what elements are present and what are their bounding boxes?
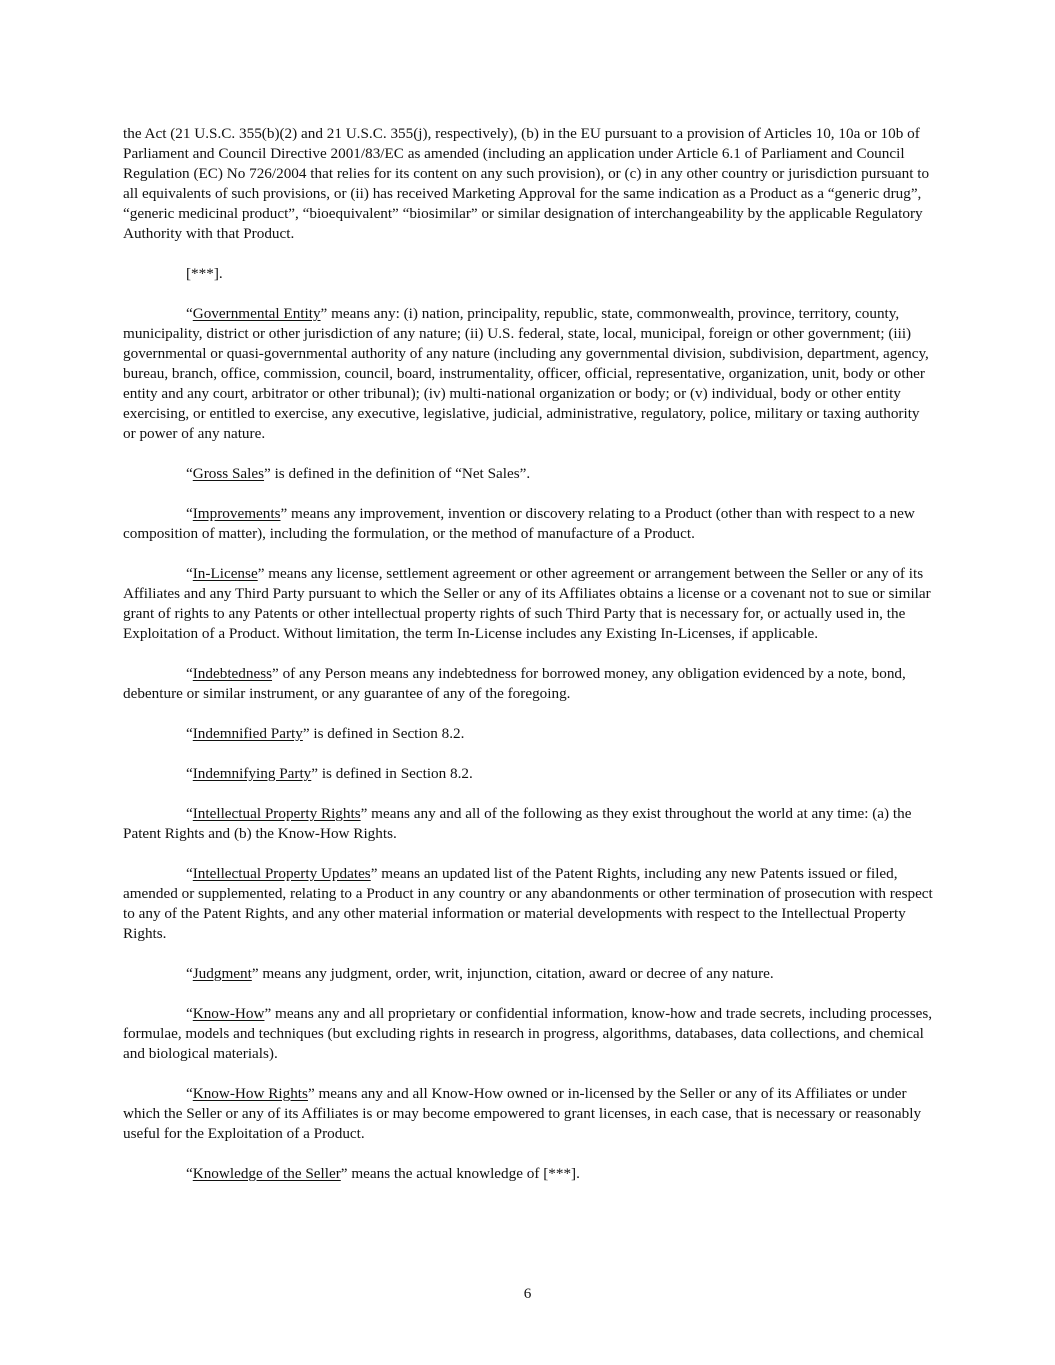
defined-term: Governmental Entity [192, 305, 321, 322]
definition-indebtedness: “Indebtedness” of any Person means any indebtedness for borrowed money, any obligation evidenced by a note, bond, debenture or similar instrument, or any guarantee of any of the foregoing. [123, 665, 906, 702]
defined-term: Judgment [192, 965, 252, 982]
opening-paragraph: the Act (21 U.S.C. 355(b)(2) and 21 U.S.C. 355(j), respectively), (b) in the EU pursuant to a provision of Articles 10, 10a or 10b of Parliament and Council Directive 2001/83/EC as amended (including an application under Article 6.1 of Parliament and Council Regulation (EC) No 726/2004 that relies for its content on any such provision), or (c) in any other country or jurisdiction pursuant to all equivalents of such provisions, or (ii) has received Marketing Approval for the same indication as a Product as a “generic drug”, “generic medicinal product”, “bioequivalent” “biosimilar” or similar designation of interchangeability by the applicable Regulatory Authority with that Product. [123, 125, 930, 242]
redacted-paragraph: [***]. [186, 265, 223, 282]
definition-text: ” is defined in Section 8.2. [302, 725, 465, 742]
definition-text: ” means any: (i) nation, principality, republic, state, commonwealth, province, territory, county, municipality, district or other jurisdiction of any nature; (ii) U.S. federal, state, local, municipal, foreign or other government; (iii) governmental or quasi-governmental authority of any nature (including any governmental division, subdivision, department, agency, bureau, branch, office, commission, council, board, instrumentality, officer, official, representative, organization, unit, body or other entity and any court, arbitrator or other tribunal); (iv) multi-national organization or body; or (v) individual, body or other entity exercising, or entitled to exercise, any executive, legislative, judicial, administrative, regulatory, police, military or taxing authority or power of any nature. [123, 305, 929, 442]
defined-term: Indebtedness [192, 665, 273, 682]
definition-gross-sales: “Gross Sales” is defined in the definition of “Net Sales”. [186, 465, 531, 482]
definition-text: ” means any judgment, order, writ, injunction, citation, award or decree of any nature. [251, 965, 774, 982]
defined-term: Know-How [192, 1005, 265, 1022]
definition-text: ” means the actual knowledge of [***]. [340, 1165, 580, 1182]
definition-text: ” means any improvement, invention or discovery relating to a Product (other than with respect to a new composition of matter), including the formulation, or the method of manufacture of a Product. [123, 505, 915, 542]
defined-term: Intellectual Property Updates [192, 865, 371, 882]
definition-governmental-entity: “Governmental Entity” means any: (i) nation, principality, republic, state, commonwealth, province, territory, county, municipality, district or other jurisdiction of any nature; (ii) U.S. federal, state, local, municipal, foreign or other government; (iii) governmental or quasi-governmental authority of any nature (including any governmental division, subdivision, department, agency, bureau, branch, office, commission, council, board, instrumentality, officer, official, representative, organization, unit, body or other entity and any court, arbitrator or other tribunal); (iv) multi-national organization or body; or (v) individual, body or other entity exercising, or entitled to exercise, any executive, legislative, judicial, administrative, regulatory, police, military or taxing authority or power of any nature. [123, 305, 929, 442]
page-number: 6 [523, 1285, 532, 1302]
definition-in-license: “In-License” means any license, settlement agreement or other agreement or arrangement between the Seller or any of its Affiliates and any Third Party pursuant to which the Seller or any of its Affiliates obtains a license or a covenant not to sue or similar grant of rights to any Patents or other intellectual property rights of such Third Party that is necessary for, or actually used in, the Exploitation of a Product. Without limitation, the term In-License includes any Existing In-Licenses, if applicable. [123, 565, 931, 642]
definition-text: ” means any and all of the following as they exist throughout the world at any time: (a) the Patent Rights and (b) the Know-How Rights. [123, 805, 912, 842]
defined-term: Know-How Rights [192, 1085, 308, 1102]
definition-knowledge-of-the-seller: “Knowledge of the Seller” means the actual knowledge of [***]. [186, 1165, 580, 1182]
definition-text: ” means any and all proprietary or confidential information, know-how and trade secrets, including processes, formulae, models and techniques (but excluding rights in research in progress, algorithms, databases, data collections, and chemical and biological materials). [123, 1005, 933, 1062]
document-body [123, 124, 935, 1204]
defined-term: Indemnifying Party [192, 765, 312, 782]
definition-text: ” means any and all Know-How owned or in-licensed by the Seller or any of its Affiliates or under which the Seller or any of its Affiliates is or may become empowered to grant licenses, in each case, that is necessary or reasonably useful for the Exploitation of a Product. [123, 1085, 922, 1142]
definition-text: ” is defined in the definition of “Net Sales”. [264, 465, 531, 482]
definition-know-how: “Know-How” means any and all proprietary or confidential information, know-how and trade secrets, including processes, formulae, models and techniques (but excluding rights in research in progress, algorithms, databases, data collections, and chemical and biological materials). [123, 1005, 933, 1062]
defined-term: Knowledge of the Seller [192, 1165, 341, 1182]
definition-indemnified-party: “Indemnified Party” is defined in Section 8.2. [186, 725, 465, 742]
definition-indemnifying-party: “Indemnifying Party” is defined in Section 8.2. [186, 765, 473, 782]
definition-judgment: “Judgment” means any judgment, order, writ, injunction, citation, award or decree of any nature. [186, 965, 774, 982]
defined-term: Improvements [192, 505, 281, 522]
definition-intellectual-property-rights: “Intellectual Property Rights” means any and all of the following as they exist throughout the world at any time: (a) the Patent Rights and (b) the Know-How Rights. [123, 805, 912, 842]
definition-text: ” of any Person means any indebtedness for borrowed money, any obligation evidenced by a note, bond, debenture or similar instrument, or any guarantee of any of the foregoing. [123, 665, 906, 702]
definition-improvements: “Improvements” means any improvement, invention or discovery relating to a Product (other than with respect to a new composition of matter), including the formulation, or the method of manufacture of a Product. [123, 505, 915, 542]
defined-term: Gross Sales [192, 465, 265, 482]
definition-know-how-rights: “Know-How Rights” means any and all Know-How owned or in-licensed by the Seller or any of its Affiliates or under which the Seller or any of its Affiliates is or may become empowered to grant licenses, in each case, that is necessary or reasonably useful for the Exploitation of a Product. [123, 1085, 922, 1142]
defined-term: Intellectual Property Rights [192, 805, 361, 822]
defined-term: Indemnified Party [192, 725, 303, 742]
definition-text: ” means any license, settlement agreement or other agreement or arrangement between the Seller or any of its Affiliates and any Third Party pursuant to which the Seller or any of its Affiliates obtains a license or a covenant not to sue or similar grant of rights to any Patents or other intellectual property rights of such Third Party that is necessary for, or actually used in, the Exploitation of a Product. Without limitation, the term In-License includes any Existing In-Licenses, if applicable. [123, 565, 931, 642]
definition-text: ” means an updated list of the Patent Rights, including any new Patents issued or filed, amended or supplemented, relating to a Product in any country or any abandonments or other termination of prosecution with respect to any of the Patent Rights, and any other material information or material developments with respect to the Intellectual Property Rights. [123, 865, 933, 942]
definition-text: ” is defined in Section 8.2. [311, 765, 473, 782]
definition-intellectual-property-updates: “Intellectual Property Updates” means an updated list of the Patent Rights, including any new Patents issued or filed, amended or supplemented, relating to a Product in any country or any abandonments or other termination of prosecution with respect to any of the Patent Rights, and any other material information or material developments with respect to the Intellectual Property Rights. [123, 865, 933, 942]
defined-term: In-License [192, 565, 258, 582]
